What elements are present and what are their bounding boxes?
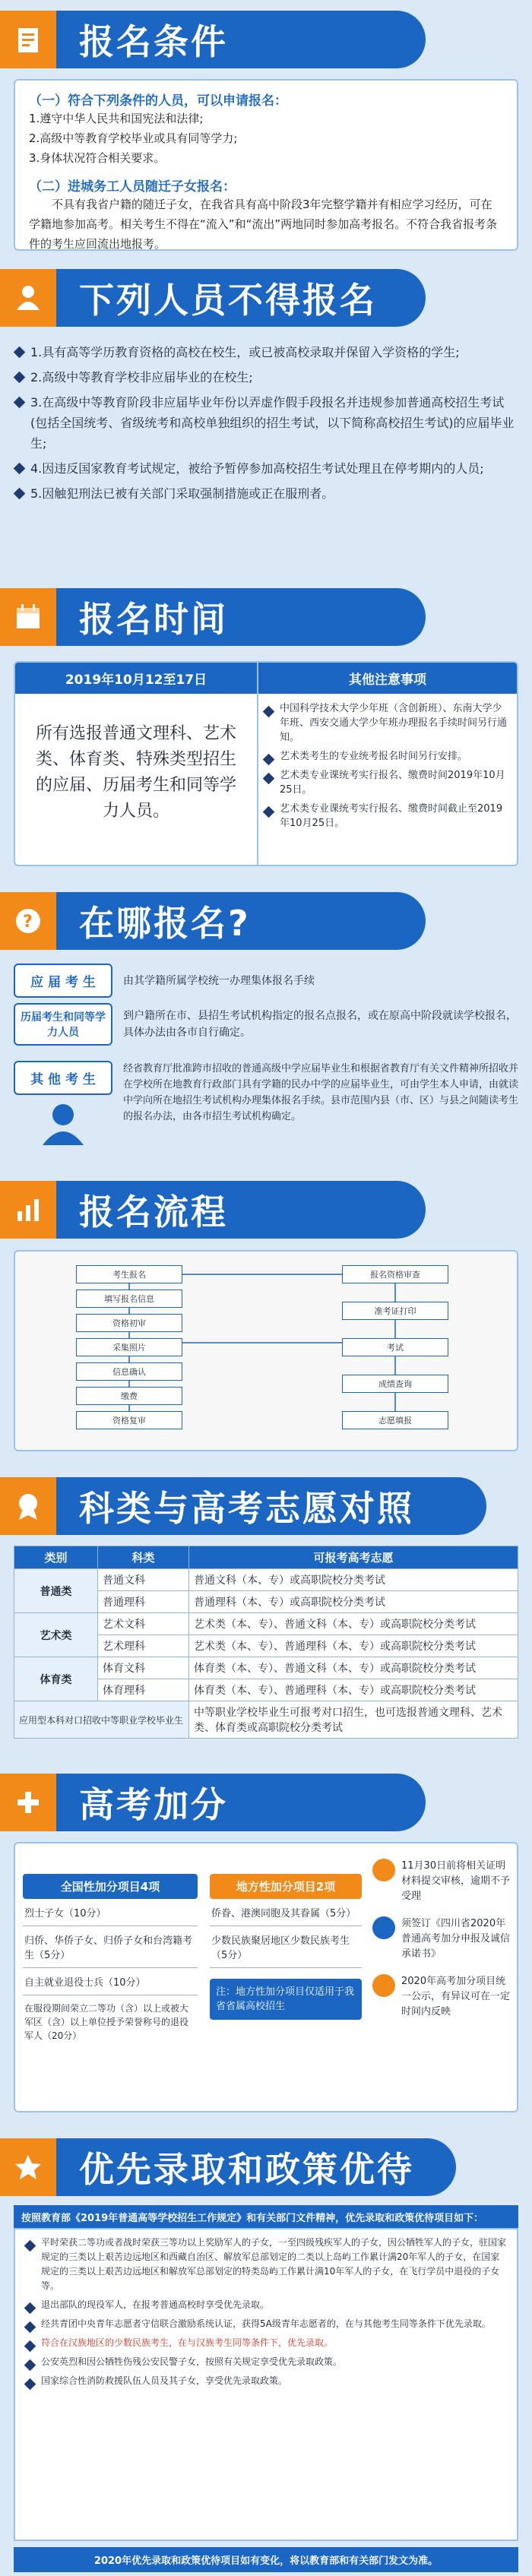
row-label-wrap (14, 1061, 112, 1148)
banner (0, 892, 426, 950)
bonus-item: 侨眷、港澳同胞及其眷属（5分） (210, 1899, 362, 1926)
banner (0, 269, 426, 327)
step-text: 2020年高考加分项目统一公示，有异议可在一定时间内反映 (401, 1976, 511, 2017)
priority-footer: 2020年优先录取和政策优待项目如有变化，将以教育部和有关部门发文为准。 (14, 2547, 518, 2572)
not-allowed-list (14, 342, 518, 508)
section-title: 报名条件 (79, 21, 228, 62)
section-category-table (0, 1467, 532, 1755)
section-title: 报名时间 (79, 599, 228, 640)
section-where (0, 881, 532, 1163)
section-title: 高考加分 (79, 1784, 228, 1825)
flow-step: 成绩查询 (342, 1375, 448, 1393)
banner (0, 1181, 426, 1239)
step-note (372, 1916, 512, 1962)
cell: 普通理科（本、专）或高职院校分类考试 (189, 1591, 518, 1613)
national-header: 全国性加分项目4项 (23, 1874, 198, 1899)
time-card (14, 661, 518, 866)
subheading: （二）进城务工人员随迁子女报名： (29, 179, 236, 195)
clock-icon (372, 1859, 395, 1881)
section-not-allowed (0, 258, 532, 562)
section-title: 下列人员不得报名 (79, 280, 377, 321)
where-row (14, 1003, 518, 1046)
flow-step: 采集照片 (76, 1338, 182, 1356)
flow-step: 考试 (342, 1338, 448, 1356)
cell: 中等职业学校毕业生可报考对口招生，也可选报普通文理科、艺术类、体育类或高职院校分类考试 (189, 1701, 518, 1739)
list-item: 退出部队的现役军人，在报考普通高校时享受优先录取。 (24, 2298, 508, 2312)
step-text: 11月30日前将相关证明材料提交审核，逾期不予受理 (401, 1860, 511, 1902)
steps-col (372, 1859, 512, 2020)
bonus-note: 注：地方性加分项目仅适用于我省省属高校招生 (210, 1979, 362, 2020)
step-note (372, 1974, 512, 2020)
svg-text:?: ? (23, 913, 33, 932)
cell: 体育文科 (98, 1657, 189, 1679)
list-item: 2.高级中等教育学校非应届毕业的在校生; (14, 367, 518, 388)
conditions-card (14, 79, 518, 251)
flow-step: 缴费 (76, 1387, 182, 1405)
cell: 体育类（本、专）、普通文科（本、专）或高职院校分类考试 (189, 1657, 518, 1679)
clipboard-icon (0, 11, 56, 68)
list-item: 5.因触犯刑法已被有关部门采取强制措施或正在服刑者。 (14, 483, 518, 504)
banner (0, 1477, 486, 1535)
time-left (15, 663, 258, 865)
banner (0, 1774, 426, 1831)
cell: 普通类 (14, 1569, 98, 1613)
list-item: 艺术类考生的专业统考报名时间另行安排。 (263, 749, 509, 764)
row-label: 其 他 考 生 (14, 1061, 112, 1095)
document-icon (372, 1916, 395, 1939)
header-cell: 科类 (98, 1546, 189, 1569)
banner (0, 2138, 456, 2196)
table-row (14, 1701, 518, 1739)
list-item: 艺术类专业课统考实行报名、缴费时间截止至2019年10月25日。 (263, 802, 509, 831)
notes-list (258, 694, 517, 831)
list-item: 经共青团中央青年志愿者守信联合激励系统认证，获得5A级青年志愿者的，在与其他考生同等条件下优先录取。 (24, 2317, 508, 2331)
question-icon (0, 892, 56, 950)
flowchart (14, 1250, 518, 1451)
banner (0, 11, 426, 68)
local-header: 地方性加分项目2项 (210, 1874, 362, 1899)
star-icon (0, 2138, 56, 2196)
header-cell: 可报考高考志愿 (189, 1546, 518, 1569)
section-title: 科类与高考志愿对照 (79, 1488, 414, 1529)
cell: 艺术理科 (98, 1635, 189, 1657)
people-icon (0, 269, 56, 327)
table-row (14, 1569, 518, 1591)
list-item: 中国科学技术大学少年班（含创新班）、东南大学少年班、西安交通大学少年班办理报名手续时间另行通知。 (263, 701, 509, 745)
cell: 艺术类（本、专）、普通文科（本、专）或高职院校分类考试 (189, 1613, 518, 1635)
cell: 艺术文科 (98, 1613, 189, 1635)
cell: 普通文科 (98, 1569, 189, 1591)
date-header: 2019年10月12至17日 (15, 663, 257, 694)
flow-step: 填写报名信息 (76, 1290, 182, 1308)
bonus-item: 少数民族聚居地区少数民族考生（5分） (210, 1926, 362, 1968)
calendar-icon (0, 588, 56, 646)
cell: 艺术类（本、专）、普通理科（本、专）或高职院校分类考试 (189, 1635, 518, 1657)
bonus-item: 在服役期间荣立二等功（含）以上或被大军区（含）以上单位授予荣誉称号的退役军人（20分） (24, 2003, 189, 2041)
category-table (14, 1546, 518, 1739)
cell: 体育类 (14, 1657, 98, 1701)
flow-step: 信息确认 (76, 1362, 182, 1381)
table-row (14, 1613, 518, 1635)
condition-3: 3.身体状况符合相关要求。 (29, 151, 166, 165)
list-item: 3.在高级中等教育阶段非应届毕业年份以弄虚作假手段报名并违规参加普通高校招生考试(包括全国统考、省级统考和高校单独组织的招生考试，以下简称高校招生考试)的应届毕业生; (14, 392, 518, 454)
table-header (14, 1546, 518, 1569)
list-item: 艺术类专业课统考实行报名、缴费时间2019年10月25日。 (263, 768, 509, 797)
person-icon (14, 1100, 112, 1148)
priority-head: 按照教育部《2019年普通高等学校招生工作规定》和有关部门文件精神，优先录取和政策优待项目如下： (14, 2205, 518, 2229)
row-text: 由其学籍所属学校统一办理集体报名手续 (123, 974, 315, 987)
section-registration-time (0, 578, 532, 874)
flow-step: 准考证打印 (342, 1302, 448, 1320)
condition-1: 1.遵守中华人民共和国宪法和法律; (29, 112, 204, 125)
subheading: （一）符合下列条件的人员，可以申请报名： (29, 93, 287, 109)
eligible-text: 所有选报普通文理科、艺术类、体育类、特殊类型招生的应届、历届考生和同等学力人员。 (35, 724, 236, 821)
priority-list (24, 2236, 508, 2388)
check-icon (372, 1974, 395, 1997)
flow-step: 志愿填报 (342, 1411, 448, 1429)
header-cell: 类别 (14, 1546, 98, 1569)
row-label: 应 届 考 生 (14, 964, 112, 998)
list-item: 4.因违反国家教育考试规定，被给予暂停参加高校招生考试处理且在停考期内的人员; (14, 458, 518, 479)
bonus-item: 归侨、华侨子女、归侨子女和台湾籍考生（5分） (23, 1926, 198, 1968)
section-process (0, 1170, 532, 1459)
notes-header: 其他注意事项 (258, 663, 517, 694)
step-text: 须签订《四川省2020年普通高考加分申报及诚信承诺书》 (401, 1918, 511, 1960)
list-item: 公安英烈和因公牺牲伤残公安民警子女，按照有关规定享受优先录取政策。 (24, 2355, 508, 2369)
flow-step: 考生报名 (76, 1265, 182, 1283)
flow-step: 资格初审 (76, 1314, 182, 1332)
time-right (258, 663, 517, 865)
badge-icon (0, 1477, 56, 1535)
section-title: 在哪报名? (79, 903, 251, 944)
plus-icon (0, 1774, 56, 1831)
list-item: 1.具有高等学历教育资格的高校在校生，或已被高校录取并保留入学资格的学生; (14, 342, 518, 362)
row-text: 经省教育厅批准跨市招收的普通高级中学应届毕业生和根据省教育厅有关文件精神所招收并在学校所在地教育行政部门具有学籍的民办中学的应届毕业生，可由学生本人申请，由就读中学向所在地招生考试机构办理集体报名手续。县市范围内县（市、区）与县之间随读考生的报名办法，由各市招生考试机构确定。 (123, 1063, 519, 1122)
cell: 应用型本科对口招收中等职业学校毕业生 (14, 1701, 189, 1739)
table-row (14, 1657, 518, 1679)
cell: 普通理科 (98, 1591, 189, 1613)
section-title: 报名流程 (79, 1191, 228, 1233)
national-col (23, 1874, 198, 2049)
bonus-area (14, 1842, 518, 2112)
section-bonus-points (0, 1763, 532, 2120)
condition-2: 2.高级中等教育学校毕业或具有同等学力; (29, 131, 238, 145)
flow-step: 资格复审 (76, 1411, 182, 1429)
chart-icon (0, 1181, 56, 1239)
cell: 体育理科 (98, 1679, 189, 1701)
list-item: 平时荣获二等功或者战时荣获三等功以上奖励军人的子女，一至四级残疾军人的子女，因公牺牲军人的子女，驻国家规定的三类以上艰苦边远地区和西藏自治区、解放军总部划定的二类以上岛屿工作累计满20年军人的子女，在国家规定的三类以上艰苦边远地区和解放军总部划定的特类岛屿工作累计满10年军人的子女，在飞行学员中退役的子女等。 (24, 2236, 508, 2293)
section-priority (0, 2128, 532, 2576)
bonus-item: 自主就业退役士兵（10分） (23, 1968, 198, 1995)
bonus-item: 烈士子女（10分） (23, 1899, 198, 1926)
row-label: 历届考生和同等学力人员 (14, 1003, 112, 1046)
local-col (210, 1874, 362, 2020)
cell: 艺术类 (14, 1613, 98, 1657)
cell: 普通文科（本、专）或高职院校分类考试 (189, 1569, 518, 1591)
category-table-wrap (14, 1546, 518, 1739)
priority-card (14, 2228, 518, 2541)
list-item: 符合在汉族地区的少数民族考生，在与汉族考生同等条件下，优先录取。 (24, 2336, 508, 2350)
banner (0, 588, 426, 646)
step-note (372, 1859, 512, 1904)
where-row (14, 964, 518, 998)
section-title: 优先录取和政策优待 (79, 2149, 414, 2190)
cell: 体育类（本、专）、普通理科（本、专）或高职院校分类考试 (189, 1679, 518, 1701)
where-row (14, 1061, 518, 1148)
list-item: 国家综合性消防救援队伍人员及其子女，享受优先录取政策。 (24, 2374, 508, 2388)
section-registration-conditions (0, 0, 532, 258)
row-text: 到户籍所在市、县招生考试机构指定的报名点报名，或在原高中阶段就读学校报名，具体办法由各市自行确定。 (123, 1010, 517, 1039)
migrant-paragraph: 不具有我省户籍的随迁子女，在我省具有高中阶段3年完整学籍并有相应学习经历，可在学籍地参加高考。相关考生不得在“流入”和“流出”两地同时参加高考报名。不符合我省报考条件的考生应回流出地报考。 (29, 198, 498, 251)
flow-step: 报名资格审查 (342, 1265, 448, 1283)
